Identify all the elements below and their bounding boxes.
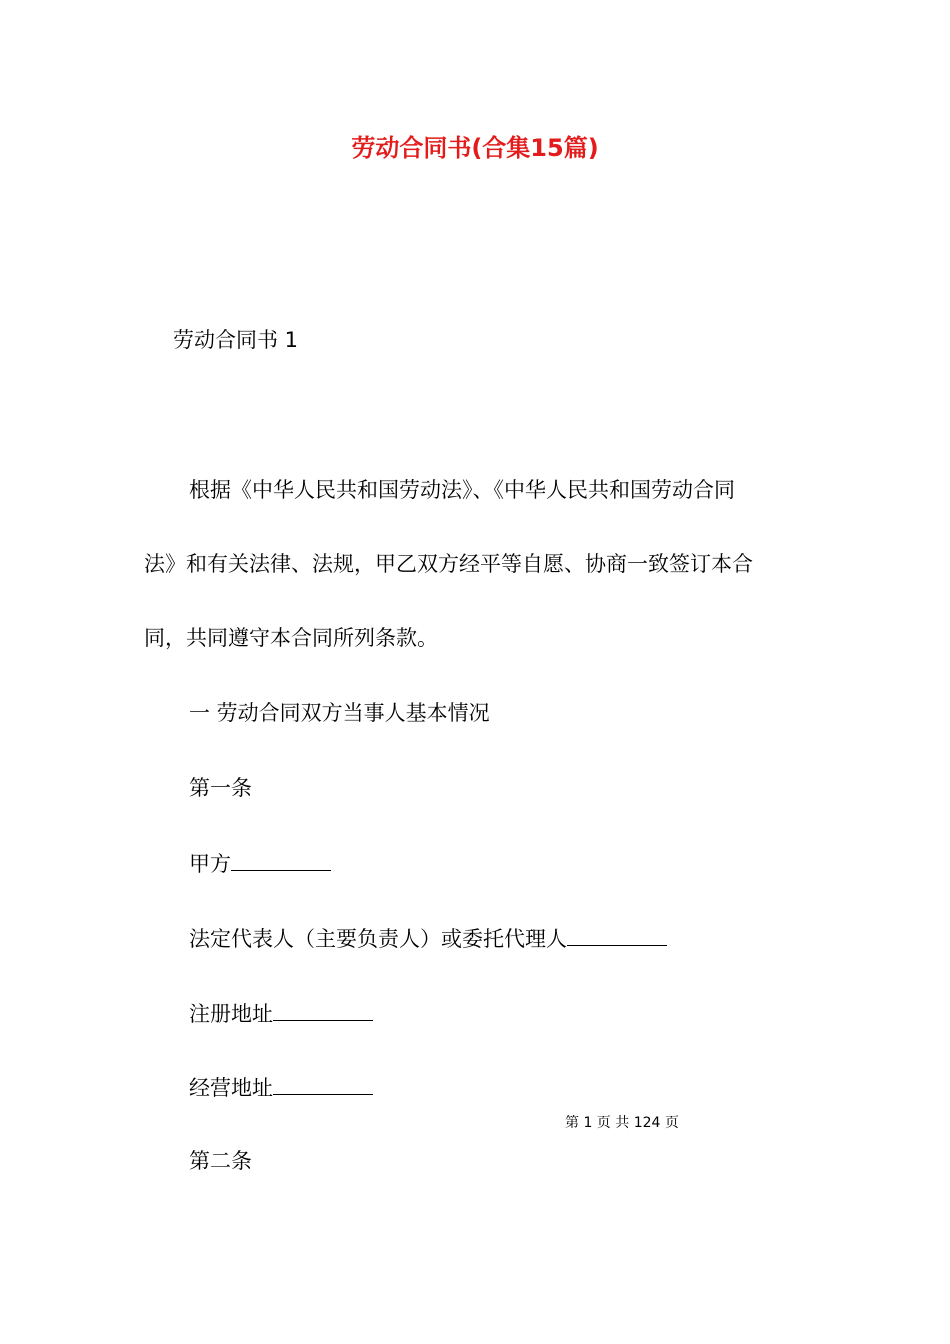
biz-address-label: 经营地址 [189, 1076, 273, 1100]
biz-address-field [189, 1072, 373, 1102]
legal-rep-field [189, 923, 667, 953]
paragraph-line-1: 根据《中华人民共和国劳动法》、《中华人民共和国劳动合同 [189, 478, 735, 502]
page-footer: 第 1 页 共 124 页 [565, 1115, 679, 1131]
party-a-field [189, 848, 331, 878]
article-1-heading: 第一条 [189, 776, 252, 800]
section-heading: 劳动合同书 1 [173, 328, 299, 352]
party-a-label: 甲方 [189, 852, 231, 876]
party-a-blank [231, 848, 331, 871]
biz-address-blank [273, 1072, 373, 1095]
document-title: 劳动合同书(合集15篇) [351, 134, 599, 162]
reg-address-label: 注册地址 [189, 1002, 273, 1026]
article-2-heading: 第二条 [189, 1149, 252, 1173]
reg-address-blank [273, 998, 373, 1021]
legal-rep-label: 法定代表人（主要负责人）或委托代理人 [189, 927, 567, 951]
reg-address-field [189, 998, 373, 1028]
paragraph-line-2: 法》和有关法律、法规，甲乙双方经平等自愿、协商一致签订本合 [144, 552, 753, 576]
part-heading: 一 劳动合同双方当事人基本情况 [189, 701, 490, 725]
legal-rep-blank [567, 923, 667, 946]
paragraph-line-3: 同，共同遵守本合同所列条款。 [144, 626, 438, 650]
